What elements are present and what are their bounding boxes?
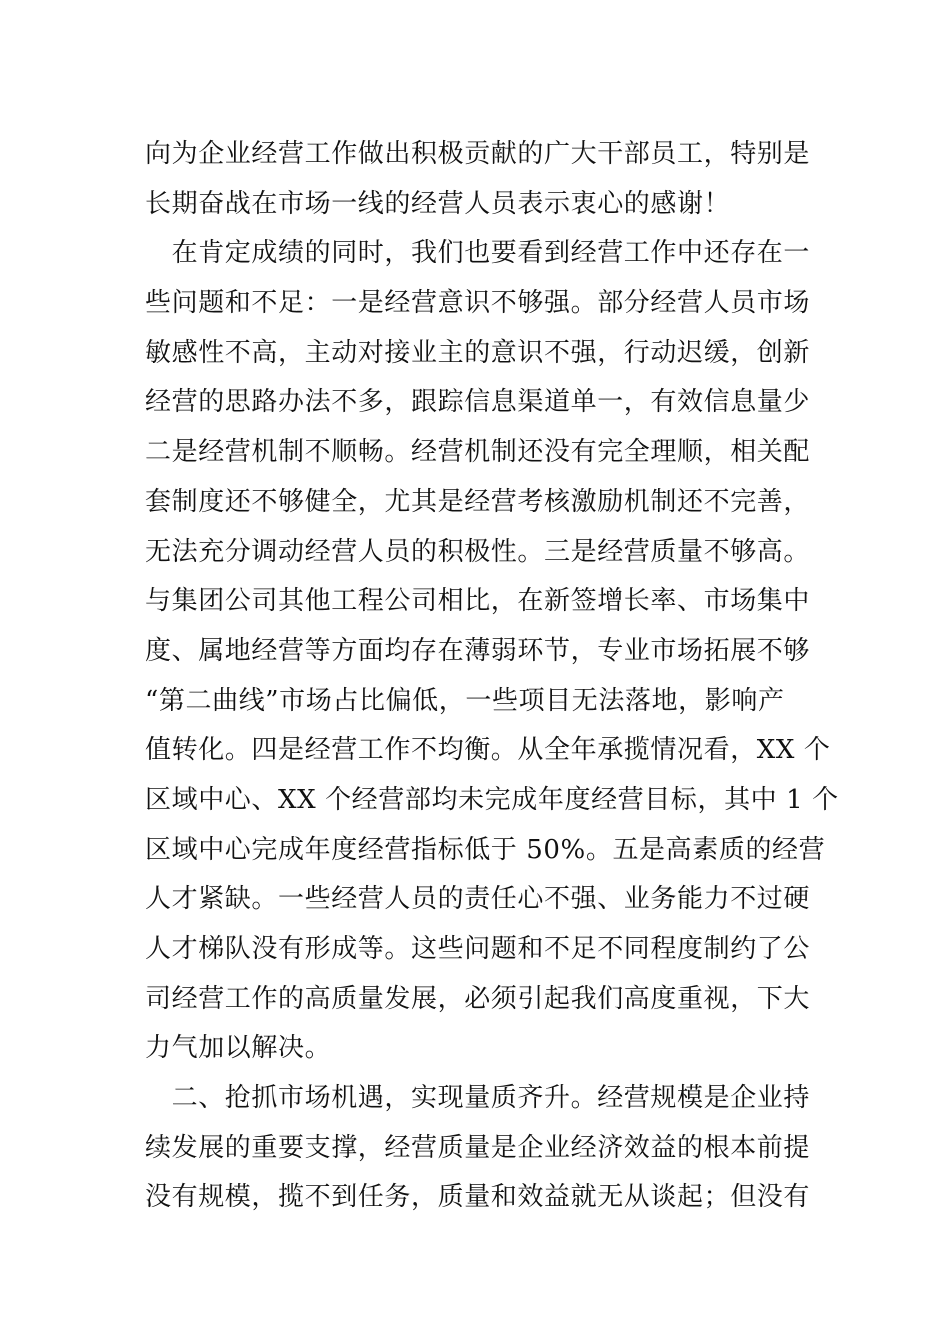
- text-line: 敏感性不高，主动对接业主的意识不强，行动迟缓，创新: [145, 337, 811, 368]
- text-line: 二、抢抓市场机遇，实现量质齐升。经营规模是企业持: [145, 1083, 811, 1114]
- text-line: 向为企业经营工作做出积极贡献的广大干部员工，特别是: [145, 139, 811, 169]
- text-line: 度、属地经营等方面均存在薄弱环节，专业市场拓展不够: [145, 635, 811, 666]
- text-line: 司经营工作的高质量发展，必须引起我们高度重视，下大: [145, 983, 811, 1014]
- body-text: [145, 130, 839, 1223]
- text-line: 在肯定成绩的同时，我们也要看到经营工作中还存在一: [145, 238, 811, 269]
- text-line: 人才紧缺。一些经营人员的责任心不强、业务能力不过硬: [145, 884, 811, 915]
- text-line: 无法充分调动经营人员的积极性。三是经营质量不够高。: [145, 536, 811, 567]
- text-line: 没有规模，揽不到任务，质量和效益就无从谈起；但没有: [145, 1182, 811, 1213]
- text-line: 套制度还不够健全，尤其是经营考核激励机制还不完善，: [145, 486, 811, 517]
- text-line: 力气加以解决。: [145, 1033, 332, 1064]
- text-line: 二是经营机制不顺畅。经营机制还没有完全理顺，相关配: [145, 437, 811, 468]
- text-line: 经营的思路办法不多，跟踪信息渠道单一，有效信息量少: [145, 387, 811, 418]
- text-line: 人才梯队没有形成等。这些问题和不足不同程度制约了公: [145, 934, 811, 964]
- text-line: 区域中心完成年度经营指标低于 50%。五是高素质的经营: [145, 834, 826, 865]
- text-line: 区域中心、XX 个经营部均未完成年度经营目标，其中 1 个: [145, 784, 839, 815]
- text-line: 与集团公司其他工程公司相比，在新签增长率、市场集中: [145, 586, 811, 617]
- text-line: 续发展的重要支撑，经营质量是企业经济效益的根本前提: [145, 1132, 811, 1163]
- text-line: “第二曲线”市场占比偏低，一些项目无法落地，影响产: [145, 685, 785, 716]
- text-line: 值转化。四是经营工作不均衡。从全年承揽情况看，XX 个: [145, 735, 831, 766]
- text-line: 些问题和不足：一是经营意识不够强。部分经营人员市场: [145, 288, 811, 319]
- text-line: 长期奋战在市场一线的经营人员表示衷心的感谢！: [145, 188, 731, 219]
